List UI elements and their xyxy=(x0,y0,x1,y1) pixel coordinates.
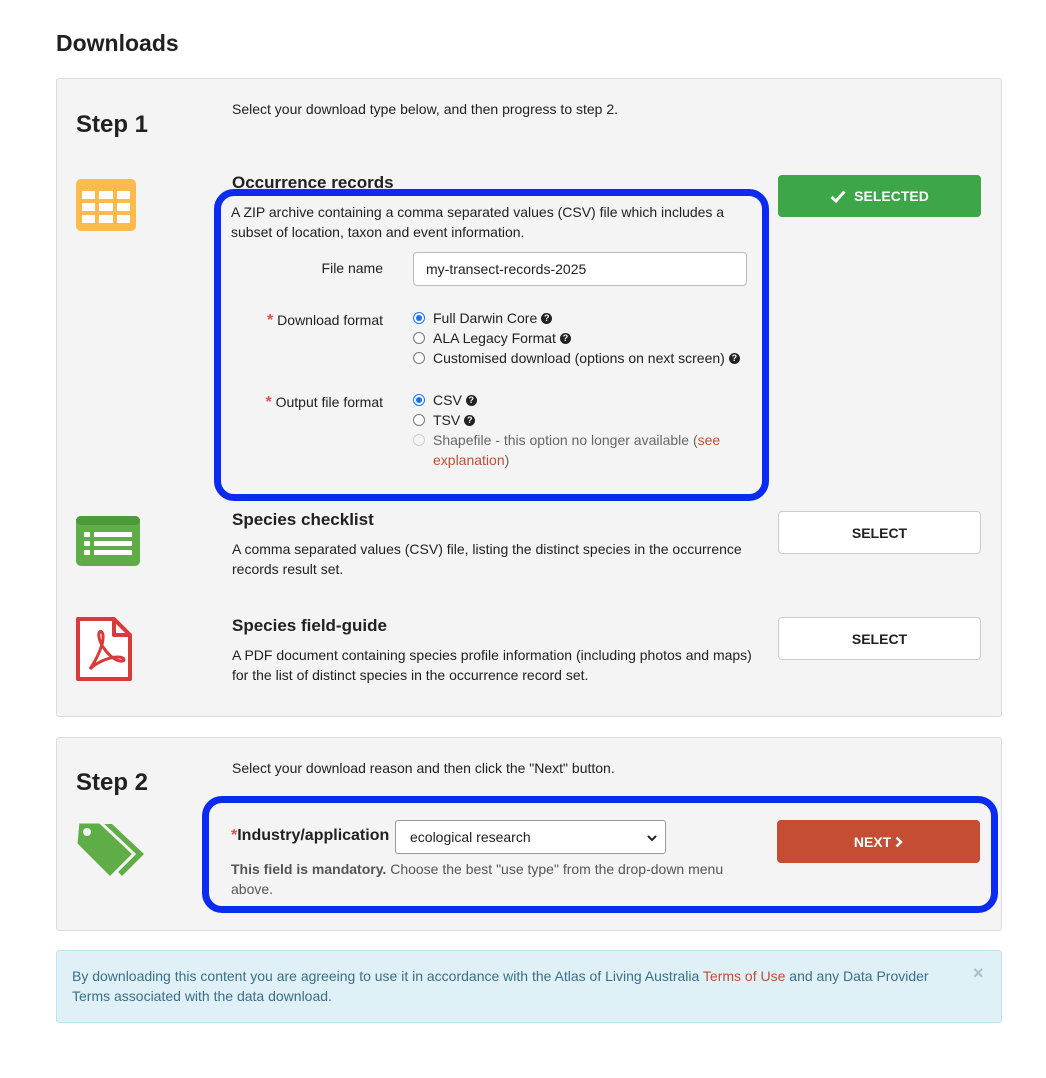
radio-ala-legacy[interactable]: ALA Legacy Format ? xyxy=(413,328,740,348)
help-icon[interactable]: ? xyxy=(541,313,552,324)
fieldguide-title: Species field-guide xyxy=(232,616,387,635)
output-format-group xyxy=(413,390,733,470)
file-name-input[interactable] xyxy=(413,252,747,286)
pdf-icon xyxy=(76,617,132,686)
checklist-select-button[interactable]: SELECT xyxy=(778,511,981,554)
checklist-title: Species checklist xyxy=(232,510,374,529)
check-icon xyxy=(830,190,846,203)
page-title: Downloads xyxy=(56,30,179,56)
next-button[interactable]: NEXT xyxy=(777,820,980,863)
step1-intro: Select your download type below, and then progress to step 2. xyxy=(232,101,619,117)
help-icon[interactable]: ? xyxy=(560,333,571,344)
radio-customised[interactable]: Customised download (options on next screen) ? xyxy=(413,348,740,368)
checklist-description: A comma separated values (CSV) file, listing the distinct species in the occurrence records result set. xyxy=(232,541,742,577)
terms-notice xyxy=(56,950,1002,1023)
see-explanation-link[interactable]: see explanation xyxy=(433,432,721,468)
tags-icon xyxy=(74,820,146,883)
fieldguide-select-button[interactable]: SELECT xyxy=(778,617,981,660)
table-icon xyxy=(76,179,136,236)
radio-button-disabled xyxy=(413,434,425,446)
selected-button[interactable] xyxy=(778,175,981,217)
file-name-label: File name xyxy=(321,260,383,276)
step1-title: Step 1 xyxy=(76,111,149,138)
help-icon[interactable]: ? xyxy=(464,415,475,426)
terms-notice-text: By downloading this content you are agreeing to use it in accordance with the Atlas of Living Australia Terms of Use and any Data Provider Terms associated with the data download. xyxy=(72,968,929,1004)
required-asterisk: * xyxy=(265,394,272,411)
reason-label: *Industry/application xyxy=(231,827,390,844)
radio-button[interactable] xyxy=(413,394,425,406)
help-icon[interactable]: ? xyxy=(466,395,477,406)
occurrence-title: Occurrence records xyxy=(232,173,394,192)
output-format-label: * Output file format xyxy=(265,394,383,411)
radio-button[interactable] xyxy=(413,312,425,324)
radio-button[interactable] xyxy=(413,332,425,344)
selected-button-label: SELECTED xyxy=(854,188,929,204)
chevron-down-icon xyxy=(647,829,657,845)
radio-full-darwin-core[interactable]: Full Darwin Core ? xyxy=(413,308,740,328)
occurrence-description: A ZIP archive containing a comma separated values (CSV) file which includes a subset of location, taxon and event information. xyxy=(231,204,725,240)
radio-button[interactable] xyxy=(413,414,425,426)
required-asterisk: * xyxy=(231,827,238,844)
step2-title: Step 2 xyxy=(76,769,149,796)
terms-of-use-link[interactable]: Terms of Use xyxy=(702,968,786,984)
fieldguide-description: A PDF document containing species profile information (including photos and maps) for the list of distinct species in the occurrence record set. xyxy=(232,647,752,683)
download-format-label: * Download format xyxy=(267,312,383,329)
checklist-icon xyxy=(76,516,140,571)
reason-help: This field is mandatory. Choose the best "use type" from the drop-down menu above. xyxy=(231,861,724,897)
reason-select[interactable] xyxy=(395,820,666,854)
radio-shapefile: Shapefile - this option no longer available (see explanation) xyxy=(413,430,733,470)
download-format-group xyxy=(413,308,740,368)
radio-csv[interactable]: CSV ? xyxy=(413,390,733,410)
reason-select-value: ecological research xyxy=(410,829,531,845)
close-icon[interactable]: × xyxy=(973,963,984,983)
radio-button[interactable] xyxy=(413,352,425,364)
step2-intro: Select your download reason and then click the "Next" button. xyxy=(232,760,615,776)
chevron-right-icon xyxy=(895,836,903,848)
help-icon[interactable]: ? xyxy=(729,353,740,364)
radio-tsv[interactable]: TSV ? xyxy=(413,410,733,430)
required-asterisk: * xyxy=(267,312,274,329)
